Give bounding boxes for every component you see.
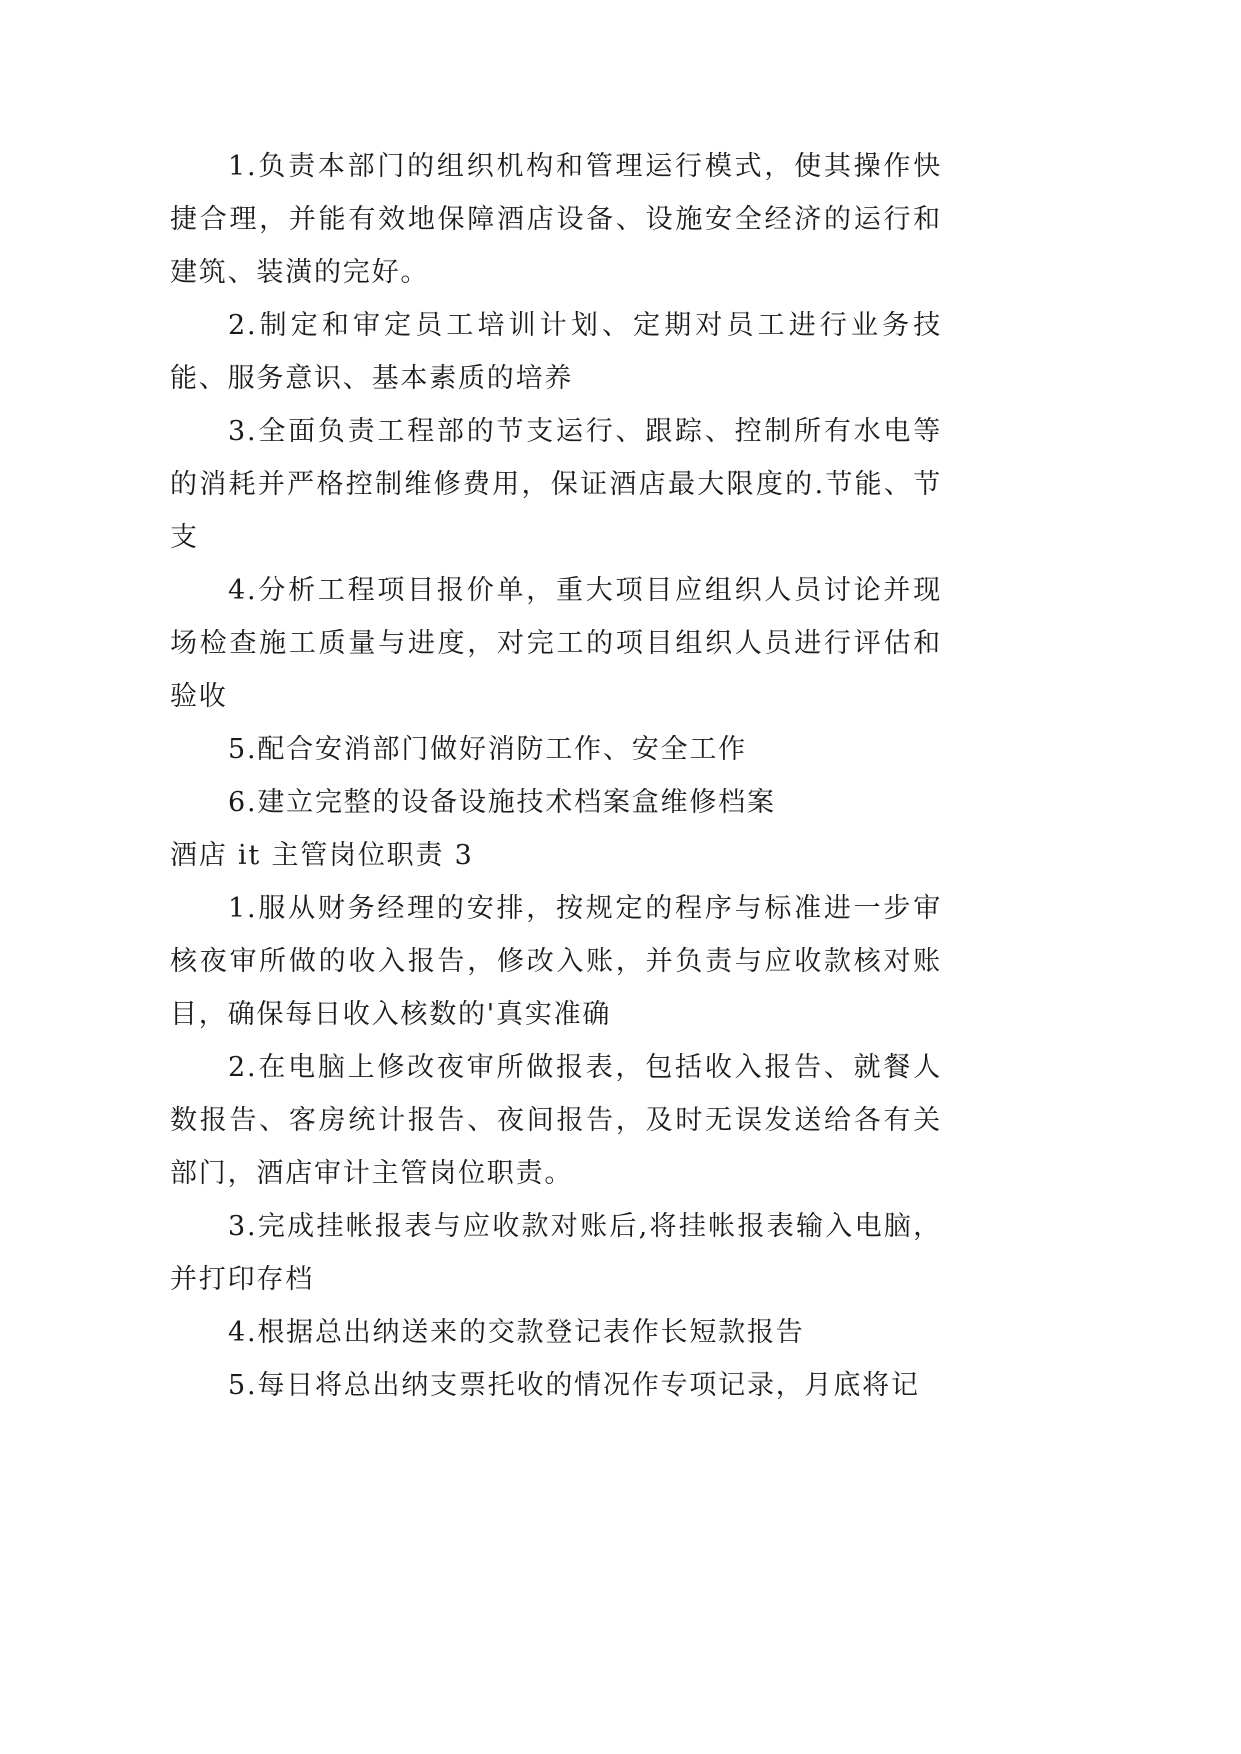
duty-item-5: 5.配合安消部门做好消防工作、安全工作 [228, 734, 747, 765]
duty-item-2: 2.制定和审定员工培训计划、定期对员工进行业务技能、服务意识、基本素质的培养 [170, 310, 942, 394]
it-duty-item-4: 4.根据总出纳送来的交款登记表作长短款报告 [228, 1317, 805, 1348]
document-page [170, 140, 942, 1412]
it-duty-item-3: 3.完成挂帐报表与应收款对账后,将挂帐报表输入电脑，并打印存档 [170, 1211, 942, 1295]
duty-item-1: 1.负责本部门的组织机构和管理运行模式，使其操作快捷合理，并能有效地保障酒店设备、设施安全经济的运行和建筑、装潢的完好。 [170, 151, 942, 288]
duty-item-3: 3.全面负责工程部的节支运行、跟踪、控制所有水电等的消耗并严格控制维修费用，保证酒店最大限度的.节能、节支 [170, 416, 942, 553]
duty-item-4: 4.分析工程项目报价单，重大项目应组织人员讨论并现场检查施工质量与进度，对完工的项目组织人员进行评估和验收 [170, 575, 942, 712]
it-duty-item-2: 2.在电脑上修改夜审所做报表，包括收入报告、就餐人数报告、客房统计报告、夜间报告，及时无误发送给各有关部门，酒店审计主管岗位职责。 [170, 1052, 942, 1189]
duty-item-6: 6.建立完整的设备设施技术档案盒维修档案 [228, 787, 776, 818]
it-duty-item-1: 1.服从财务经理的安排，按规定的程序与标准进一步审核夜审所做的收入报告，修改入账，并负责与应收款核对账目，确保每日收入核数的'真实准确 [170, 893, 942, 1030]
section-heading: 酒店 it 主管岗位职责 3 [170, 840, 474, 871]
it-duty-item-5: 5.每日将总出纳支票托收的情况作专项记录，月底将记 [228, 1370, 920, 1401]
